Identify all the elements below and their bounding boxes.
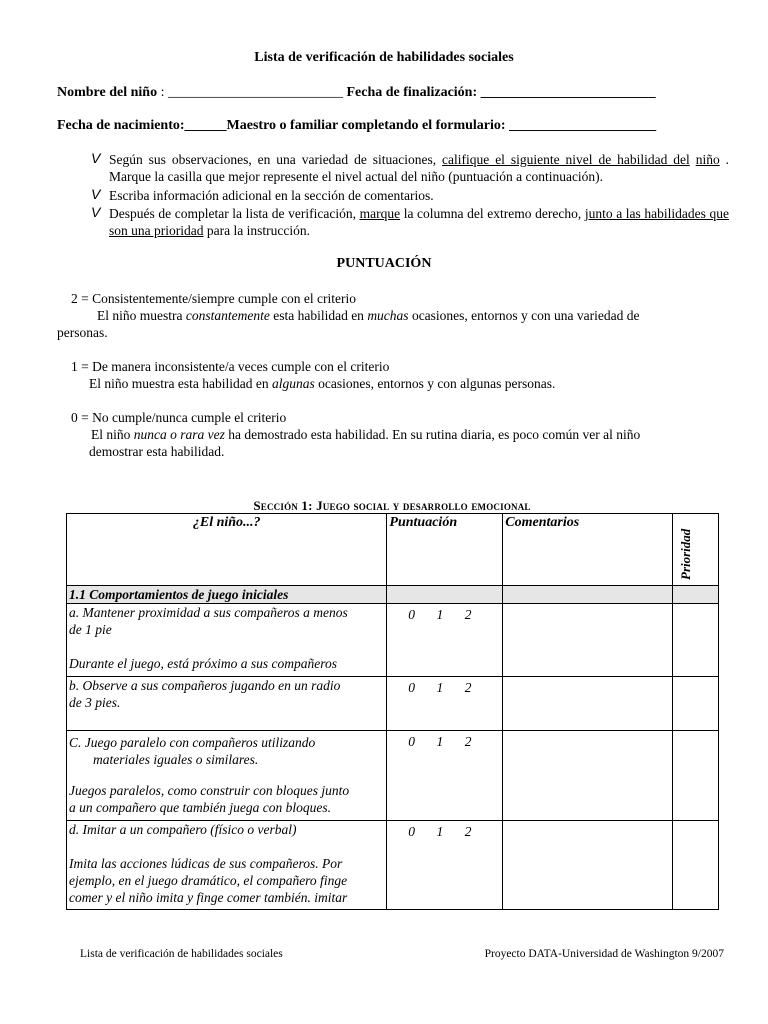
col-comments-header: Comentarios	[503, 514, 673, 586]
score-options[interactable]	[387, 604, 503, 677]
filler-field[interactable]: _____________________	[509, 118, 657, 133]
form-line-birthdate	[57, 118, 656, 134]
footer-left: Lista de verificación de habilidades sociales	[80, 948, 283, 960]
filler-label: Maestro o familiar completando el formulario:	[226, 118, 510, 133]
subsection-title: 1.1 Comportamientos de juego iniciales	[67, 586, 387, 604]
priority-cell[interactable]	[673, 821, 719, 910]
score-1-description: 1 = De manera inconsistente/a veces cumple con el criterio El niño muestra esta habilidad en algunas ocasiones, entornos y con algunas personas.	[71, 359, 556, 391]
score-option[interactable]: 0	[408, 607, 415, 622]
comments-cell[interactable]	[503, 731, 673, 821]
table-row	[67, 731, 719, 821]
col-priority-header: Prioridad	[673, 514, 719, 586]
score-option[interactable]: 2	[464, 824, 472, 839]
checklist-table	[66, 513, 719, 910]
priority-cell[interactable]	[673, 731, 719, 821]
table-header-row	[67, 514, 719, 586]
priority-cell[interactable]	[673, 604, 719, 677]
item-text: b. Observe a sus compañeros jugando en un radio de 3 pies.	[67, 677, 387, 731]
comments-cell[interactable]	[503, 821, 673, 910]
score-option[interactable]: 0	[408, 734, 415, 749]
birthdate-label: Fecha de nacimiento:	[57, 118, 185, 133]
section-heading: Sección 1: Juego social y desarrollo emocional	[253, 498, 531, 513]
score-0-description: 0 = No cumple/nunca cumple el criterio El niño nunca o rara vez ha demostrado esta habilidad. En su rutina diaria, es poco común ver al niño demostrar esta habilidad.	[71, 410, 641, 459]
score-option[interactable]: 1	[436, 734, 444, 749]
score-option[interactable]: 0	[408, 824, 415, 839]
col-question-header: ¿El niño...?	[67, 514, 387, 586]
form-line-child-name: Nombre del niño : _________________________ Fecha de finalización: _________________________	[57, 85, 656, 100]
child-name-field[interactable]: _________________________	[167, 85, 343, 100]
score-option[interactable]: 1	[436, 824, 444, 839]
completion-date-label: Fecha de finalización:	[342, 85, 481, 100]
score-option[interactable]: 0	[408, 680, 415, 695]
subsection-row	[67, 586, 719, 604]
score-options[interactable]	[387, 821, 503, 910]
priority-cell[interactable]	[673, 677, 719, 731]
item-text: d. Imitar a un compañero (físico o verbal) Imita las acciones lúdicas de sus compañeros. Por ejemplo, en el juego dramático, el compañero finge comer y el niño imita y finge comer también. imitar	[67, 821, 387, 910]
footer-right: Proyecto DATA-Universidad de Washington 9/2007	[484, 948, 724, 960]
score-option[interactable]: 2	[464, 680, 472, 695]
completion-date-field[interactable]: _________________________	[480, 85, 656, 100]
col-score-header: Puntuación	[387, 514, 503, 586]
table-row	[67, 677, 719, 731]
instruction-2: Escriba información adicional en la sección de comentarios.	[109, 188, 434, 203]
item-text: a. Mantener proximidad a sus compañeros a menos de 1 pie Durante el juego, está próximo a sus compañeros	[67, 604, 387, 677]
score-options[interactable]	[387, 731, 503, 821]
comments-cell[interactable]	[503, 604, 673, 677]
score-option[interactable]: 2	[464, 607, 472, 622]
score-option[interactable]: 2	[464, 734, 472, 749]
check-icon: V	[91, 186, 101, 202]
page-title: Lista de verificación de habilidades sociales	[254, 50, 514, 65]
table-row	[67, 604, 719, 677]
child-name-label: Nombre del niño	[57, 85, 158, 100]
instruction-1: Según sus observaciones, en una variedad de situaciones, califique el siguiente nivel de habilidad del niño . Marque la casilla que mejor represente el nivel actual del niño (puntuación a continuación).	[109, 152, 730, 184]
score-options[interactable]	[387, 677, 503, 731]
scoring-heading: PUNTUACIÓN	[336, 256, 432, 271]
score-2-description: 2 = Consistentemente/siempre cumple con el criterio El niño muestra constantemente esta habilidad en muchas ocasiones, entornos y con una variedad de personas.	[57, 291, 640, 340]
item-text: C. Juego paralelo con compañeros utilizando materiales iguales o similares. Juegos paralelos, como construir con bloques junto a un compañero que también juega con bloques.	[67, 731, 387, 821]
instruction-3: Después de completar la lista de verificación, marque la columna del extremo derecho, junto a las habilidades que son una prioridad para la instrucción.	[109, 206, 730, 238]
score-option[interactable]: 1	[436, 680, 444, 695]
check-icon: V	[91, 150, 101, 166]
table-row	[67, 821, 719, 910]
score-option[interactable]: 1	[436, 607, 444, 622]
birthdate-field[interactable]: ______	[184, 118, 227, 133]
check-icon: V	[91, 204, 101, 220]
comments-cell[interactable]	[503, 677, 673, 731]
